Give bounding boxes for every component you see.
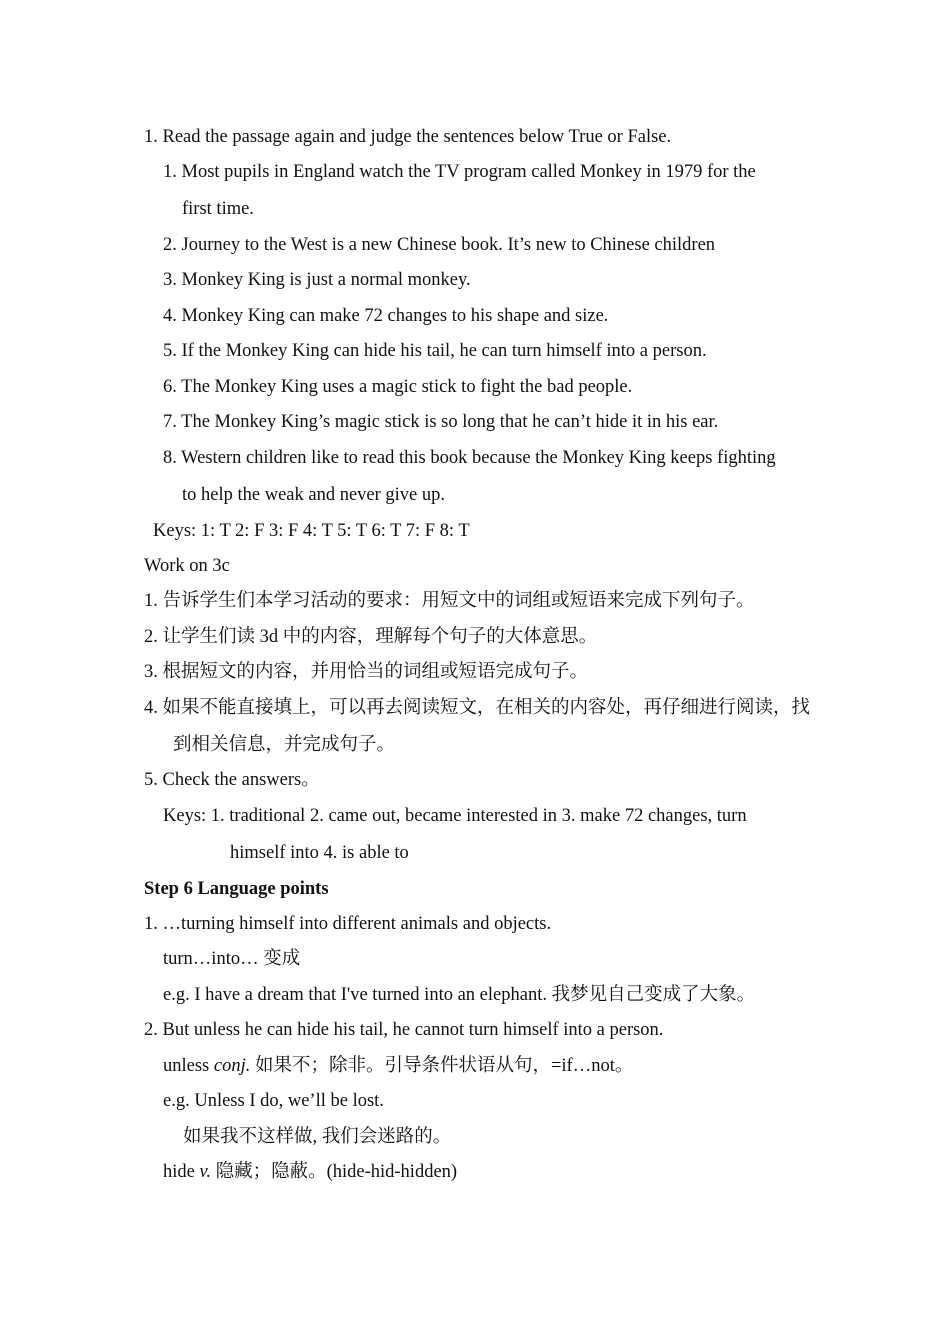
work3c-heading: Work on 3c xyxy=(144,556,230,576)
example-1: e.g. I have a dream that I've turned into an elephant. 我梦见自己变成了大象。 xyxy=(163,985,756,1005)
point-2: 2. But unless he can hide his tail, he cannot turn himself into a person. xyxy=(144,1020,664,1040)
step6-heading: Step 6 Language points xyxy=(144,879,329,899)
unless-word: unless xyxy=(163,1056,214,1076)
work3c-step-1: 1. 告诉学生们本学习活动的要求：用短文中的词组或短语来完成下列句子。 xyxy=(144,591,755,611)
judge-item-3: 3. Monkey King is just a normal monkey. xyxy=(163,270,471,290)
judge-item-1: 1. Most pupils in England watch the TV program called Monkey in 1979 for the xyxy=(163,162,756,182)
judge-item-8: 8. Western children like to read this book because the Monkey King keeps fighting xyxy=(163,448,776,468)
unless-meaning: 如果不；除非。引导条件状语从句，=if…not。 xyxy=(250,1056,634,1076)
work3c-keys-cont: himself into 4. is able to xyxy=(230,843,409,863)
work3c-keys: Keys: 1. traditional 2. came out, became interested in 3. make 72 changes, turn xyxy=(163,806,747,826)
judge-item-4: 4. Monkey King can make 72 changes to his shape and size. xyxy=(163,306,609,326)
phrase-turn-into: turn…into… 变成 xyxy=(163,949,301,969)
work3c-step-4: 4. 如果不能直接填上，可以再去阅读短文，在相关的内容处，再仔细进行阅读，找 xyxy=(144,698,811,718)
judge-item-8-cont: to help the weak and never give up. xyxy=(182,485,446,505)
example-2: e.g. Unless I do, we’ll be lost. xyxy=(163,1091,384,1111)
judge-heading: 1. Read the passage again and judge the sentences below True or False. xyxy=(144,127,672,147)
hide-pos: v. xyxy=(199,1162,211,1182)
point-1: 1. …turning himself into different animals and objects. xyxy=(144,914,552,934)
work3c-step-5: 5. Check the answers。 xyxy=(144,770,320,790)
hide-word: hide xyxy=(163,1162,200,1182)
judge-item-1-cont: first time. xyxy=(182,199,254,219)
example-2-translation: 如果我不这样做, 我们会迷路的。 xyxy=(183,1127,452,1147)
judge-item-2: 2. Journey to the West is a new Chinese book. It’s new to Chinese children xyxy=(163,235,716,255)
judge-item-7: 7. The Monkey King’s magic stick is so long that he can’t hide it in his ear. xyxy=(163,412,719,432)
unless-definition xyxy=(163,1055,633,1077)
judge-item-6: 6. The Monkey King uses a magic stick to fight the bad people. xyxy=(163,377,633,397)
unless-pos: conj. xyxy=(213,1056,251,1076)
work3c-step-3: 3. 根据短文的内容，并用恰当的词组或短语完成句子。 xyxy=(144,662,589,682)
work3c-step-4-cont: 到相关信息，并完成句子。 xyxy=(173,735,396,755)
hide-definition xyxy=(163,1161,457,1183)
hide-meaning: 隐藏；隐蔽。(hide-hid-hidden) xyxy=(210,1162,458,1182)
work3c-step-2: 2. 让学生们读 3d 中的内容，理解每个句子的大体意思。 xyxy=(144,627,598,647)
judge-keys: Keys: 1: T 2: F 3: F 4: T 5: T 6: T 7: F 8: T xyxy=(153,521,470,541)
judge-item-5: 5. If the Monkey King can hide his tail, he can turn himself into a person. xyxy=(163,341,707,361)
